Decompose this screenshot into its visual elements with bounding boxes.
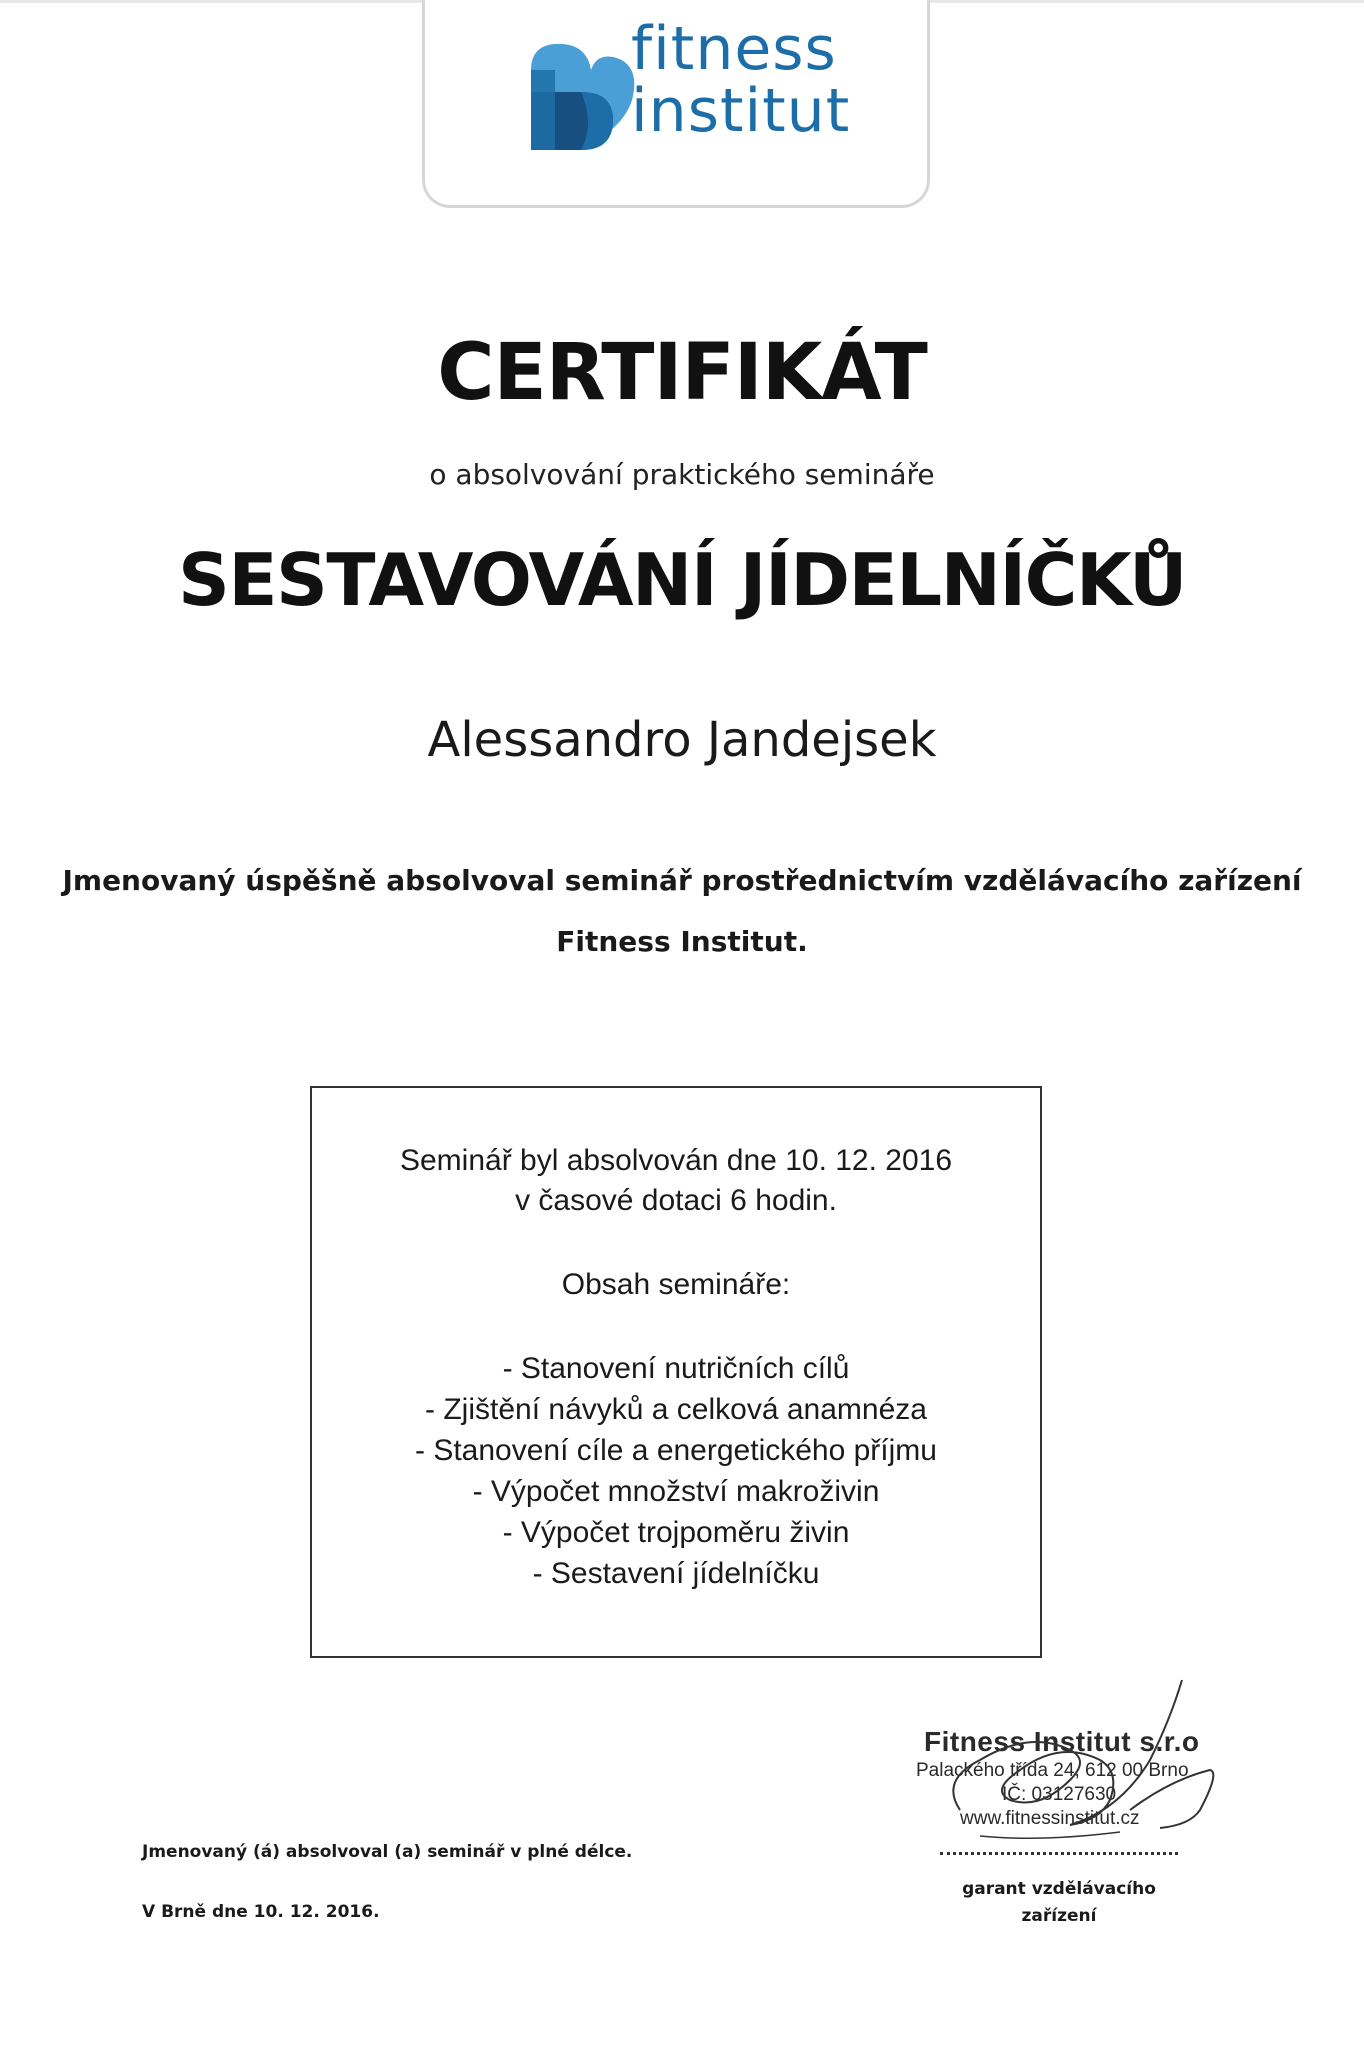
person-name: Alessandro Jandejsek xyxy=(427,712,937,768)
certificate-subtitle: o absolvování praktického semináře xyxy=(429,458,935,491)
stamp-web: www.fitnessinstitut.cz xyxy=(960,1808,1140,1829)
guarantor-label xyxy=(940,1876,1178,1930)
stamp-address: Palackého třída 24, 612 00 Brno xyxy=(916,1760,1189,1781)
logo-line-1: fitness xyxy=(631,14,837,84)
signature xyxy=(920,1660,1240,1850)
logo-line-2: institut xyxy=(631,76,851,146)
guarantor-line-2: zařízení xyxy=(1021,1906,1097,1926)
content-item: - Stanovení nutričních cílů xyxy=(502,1352,850,1385)
logo-wordmark xyxy=(631,14,851,146)
content-item: - Sestavení jídelníčku xyxy=(532,1557,820,1590)
institution-name: Fitness Institut. xyxy=(556,925,808,958)
details-box xyxy=(310,1086,1042,1658)
completion-statement: Jmenovaný úspěšně absolvoval seminář prostřednictvím vzdělávacího zařízení xyxy=(62,864,1302,897)
seminar-name: SESTAVOVÁNÍ JÍDELNÍČKŮ xyxy=(178,538,1186,622)
content-heading: Obsah semináře: xyxy=(561,1268,791,1301)
duration-line: v časové dotaci 6 hodin. xyxy=(515,1184,837,1217)
certificate-title: CERTIFIKÁT xyxy=(437,328,927,418)
content-item: - Výpočet množství makroživin xyxy=(472,1475,880,1508)
guarantor-line-1: garant vzdělávacího xyxy=(962,1879,1156,1899)
logo-tab xyxy=(422,0,930,208)
signature-line xyxy=(940,1852,1178,1855)
content-item: - Zjištění návyků a celková anamnéza xyxy=(425,1393,927,1426)
completion-date-line: Seminář byl absolvován dne 10. 12. 2016 xyxy=(399,1144,953,1177)
stamp-ic: IČ: 03127630 xyxy=(1002,1784,1117,1805)
full-length-note: Jmenovaný (á) absolvoval (a) seminář v plné délce. xyxy=(142,1842,633,1862)
stamp-company: Fitness Institut s.r.o xyxy=(924,1726,1200,1757)
place-date: V Brně dne 10. 12. 2016. xyxy=(142,1902,380,1922)
content-item: - Výpočet trojpoměru živin xyxy=(502,1516,850,1549)
fitness-institut-logo-mark-icon xyxy=(521,40,639,152)
content-item: - Stanovení cíle a energetického příjmu xyxy=(415,1434,937,1467)
